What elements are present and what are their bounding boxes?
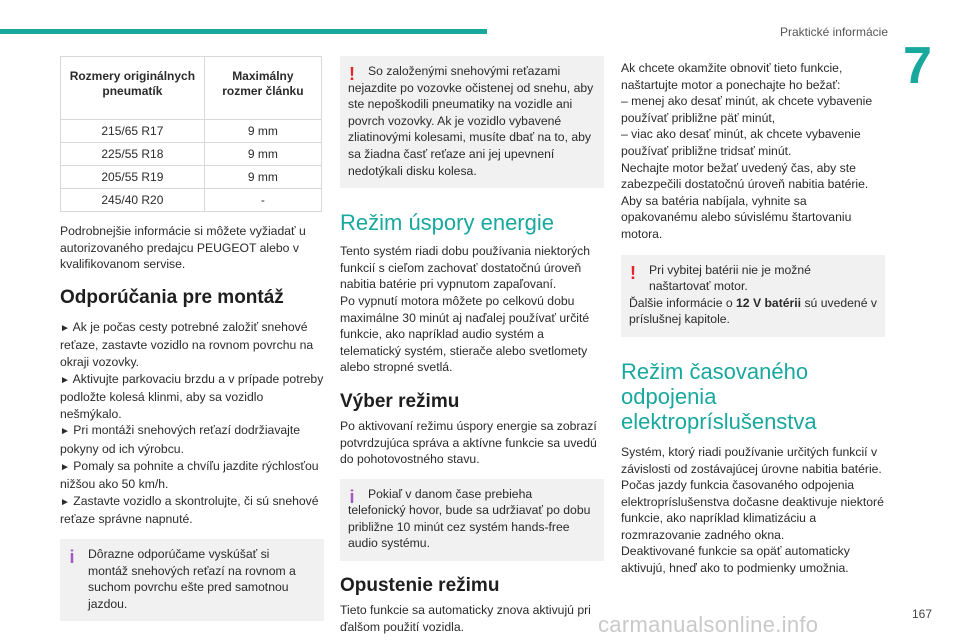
list-item <box>60 493 324 528</box>
energy-text-2: Po vypnutí motora môžete po celkovú dobu maximálne 30 minút aj naďalej používať určité funkcie, ako napríklad audio systém a telematický systém, stierače alebo svetlomety alebo stropné svetlá. <box>340 293 590 375</box>
restore-outro: Nechajte motor bežať uvedený čas, aby ste zabezpečili dostatočnú úroveň nabitia batérie. Aby sa batéria nabíjala, vyhnite sa opakovanému alebo súvislému štartovaniu motora. <box>621 160 869 241</box>
warning-box-first-line: So založenými snehovými reťazami <box>368 64 561 78</box>
warning-text-before: Ďalšie informácie o <box>629 295 737 310</box>
page-number: 167 <box>912 607 933 621</box>
table-cell: 205/55 R19 <box>61 166 205 189</box>
arrow-bullet-icon: ► <box>60 496 70 508</box>
warning-box <box>340 56 604 188</box>
arrow-bullet-icon: ► <box>60 374 70 386</box>
timer-text-2: Počas jazdy funkcia časovaného odpojenia elektropríslušenstva dočasne deaktivuje niektoré funkcie, ako napríklad klimatizáciu a rozmrazovanie zadného okna. <box>621 478 884 542</box>
section-title: Praktické informácie <box>779 25 888 39</box>
table-row <box>61 166 322 189</box>
list-item-text: Aktivujte parkovaciu brzdu a v prípade potreby podložte kolesá klinmi, aby sa vozidlo nešmýkalo. <box>60 371 324 421</box>
section-heading-mode: Výber režimu <box>340 390 460 412</box>
table-row <box>61 189 322 212</box>
table-cell: 9 mm <box>204 166 321 189</box>
list-item <box>60 319 324 371</box>
warning-text-after: sú uvedené v príslušnej kapitole. <box>629 295 877 327</box>
more-info-paragraph: Podrobnejšie informácie si môžete vyžiadať u autorizovaného predajcu PEUGEOT alebo v kvalifikovanom servise. <box>60 224 306 272</box>
timer-text-3: Deaktivované funkcie sa opäť automaticky aktivujú, hneď ako to podmienky umožnia. <box>621 544 850 576</box>
list-item <box>60 458 324 493</box>
info-box <box>60 539 324 621</box>
column-3 <box>621 56 885 577</box>
info-box-text: montáž snehových reťazí na rovnom a suchom povrchu ešte pred samotnou jazdou. <box>88 563 296 611</box>
info-box-first-line: Dôrazne odporúčame vyskúšať si <box>88 546 270 561</box>
table-cell: 245/40 R20 <box>61 189 205 212</box>
info-icon: i <box>69 546 75 567</box>
warning-icon: ! <box>349 64 355 84</box>
table-cell: 215/65 R17 <box>61 120 205 143</box>
info-icon: i <box>349 486 355 507</box>
warning-box-text: nejazdite po vozovke očistenej od snehu, aby ste nepoškodili pneumatiky na vozidle ani povrch vozovky. Ak je vozidlo vybavené zliatinovými kolesami, musíte dbať na to, aby sa žiadna časť reťaze ani jej upevnení nedotýkali disku kolesa. <box>348 80 594 178</box>
warning-box-text <box>629 295 877 328</box>
warning-text-bold: 12 V batérii <box>736 295 802 310</box>
restore-item: – menej ako desať minút, ak chcete vybavenie používať približne päť minút, <box>621 94 873 125</box>
mode-text: Po aktivovaní režimu úspory energie sa zobrazí potvrdzujúca správa a aktívne funkcie sa uvedú do pohotovostného stavu. <box>340 418 597 467</box>
warning-box-second-line: naštartovať motor. <box>649 279 748 294</box>
warning-icon: ! <box>630 262 636 283</box>
table-row <box>61 120 322 143</box>
table-cell: 9 mm <box>204 120 321 143</box>
table-cell: 9 mm <box>204 143 321 166</box>
warning-box <box>621 255 885 337</box>
list-item <box>60 371 324 423</box>
info-box-first-line: Pokiaľ v danom čase prebieha <box>368 486 533 501</box>
table-header-cell: Maximálny rozmer článku <box>204 57 321 120</box>
list-item-text: Zastavte vozidlo a skontrolujte, či sú snehové reťaze správne napnuté. <box>60 493 319 527</box>
chapter-accent-bar <box>0 29 487 34</box>
column-1 <box>60 56 324 621</box>
instruction-list <box>60 319 324 528</box>
restore-intro: Ak chcete okamžite obnoviť tieto funkcie, naštartujte motor a ponechajte ho bežať: <box>621 61 843 92</box>
table-header-row <box>61 57 322 120</box>
column-2 <box>340 56 604 635</box>
warning-box-first-line: Pri vybitej batérii nie je možné <box>649 262 811 277</box>
section-heading-timer: Režim časovaného odpojenia elektropríslušenstva <box>621 358 817 434</box>
timer-text: Systém, ktorý riadi používanie určitých funkcií v závislosti od zostávajúcej úrovne nabitia batérie. <box>621 444 882 476</box>
section-heading: Odporúčania pre montáž <box>60 286 284 308</box>
list-item <box>60 422 324 457</box>
exit-text: Tieto funkcie sa automaticky znova aktivujú pri ďalšom použití vozidla. <box>340 603 591 634</box>
watermark: carmanualsonline.info <box>598 612 819 637</box>
arrow-bullet-icon: ► <box>60 322 70 334</box>
table-header-cell: Rozmery originálnych pneumatík <box>61 57 205 120</box>
info-box-text: telefonický hovor, bude sa udržiavať po dobu približne 10 minút cez systém hands-free audio systému. <box>348 503 591 551</box>
list-item-text: Pri montáži snehových reťazí dodržiavajte pokyny od ich výrobcu. <box>60 423 301 456</box>
arrow-bullet-icon: ► <box>60 426 70 438</box>
section-heading-energy: Režim úspory energie <box>340 210 554 236</box>
list-item-text: Ak je počas cesty potrebné založiť snehové reťaze, zastavte vozidlo na rovnom povrchu na okraji vozovky. <box>60 319 314 369</box>
restore-item: – viac ako desať minút, ak chcete vybavenie používať približne tridsať minút. <box>621 127 861 158</box>
table-row <box>61 143 322 166</box>
chain-size-table <box>60 56 322 212</box>
table-cell: 225/55 R18 <box>61 143 205 166</box>
energy-text: Tento systém riadi dobu používania niektorých funkcií s cieľom zachovať dostatočnú úroveň nabitia batérie pri vypnutom zapaľovaní. <box>340 244 590 292</box>
chapter-number: 7 <box>903 37 932 95</box>
info-box <box>340 479 604 561</box>
arrow-bullet-icon: ► <box>60 461 70 473</box>
list-item-text: Pomaly sa pohnite a chvíľu jazdite rýchlosťou nižšou ako 50 km/h. <box>60 458 319 492</box>
table-cell: - <box>204 189 321 212</box>
section-heading-exit: Opustenie režimu <box>340 575 500 597</box>
